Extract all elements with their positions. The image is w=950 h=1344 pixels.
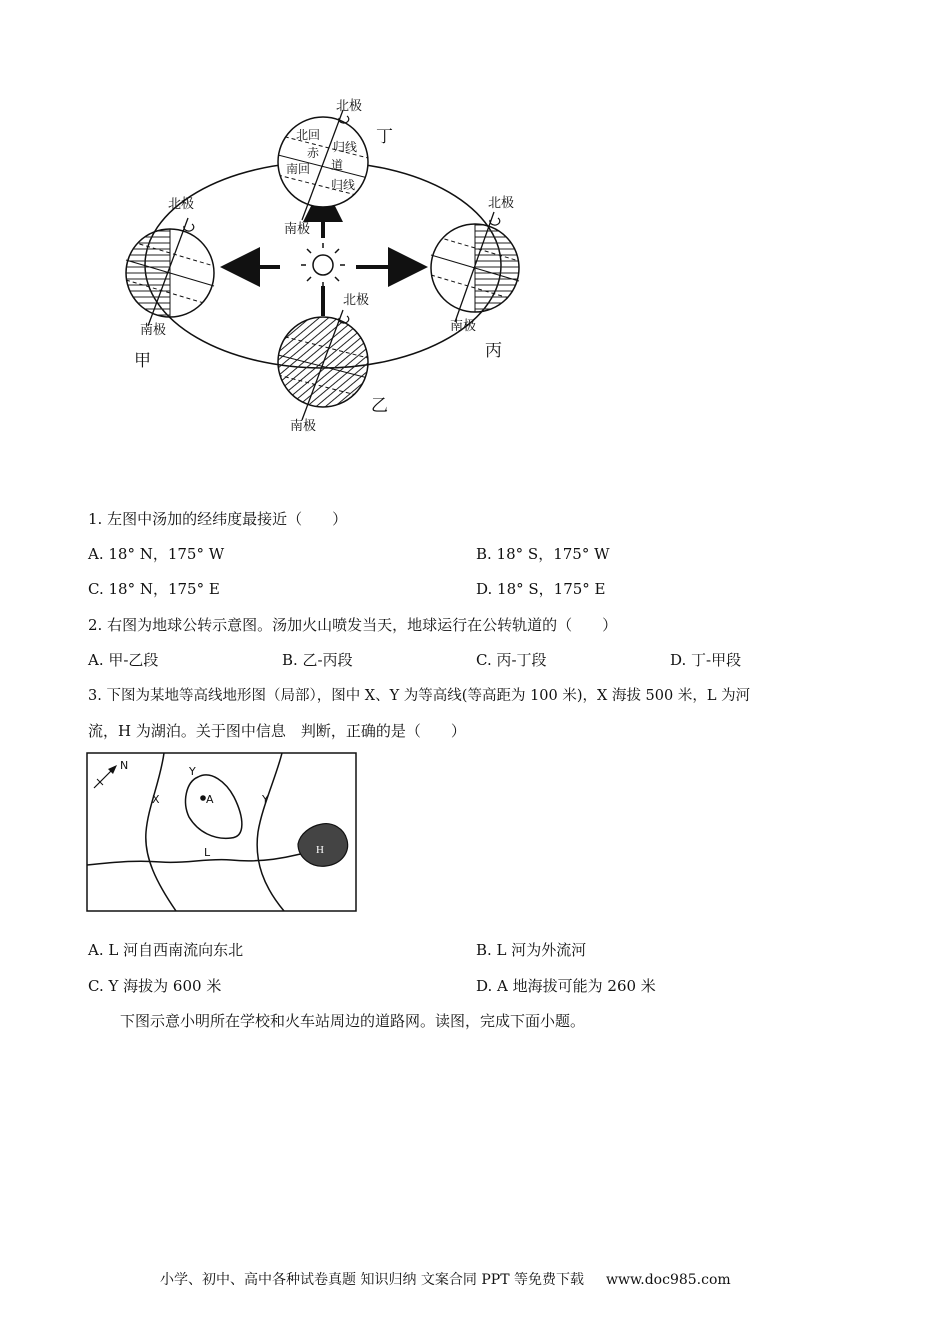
question-3-option-a[interactable]: A. L 河自西南流向东北 (88, 941, 244, 959)
contour-map (86, 752, 358, 914)
contour-label-x: X (152, 793, 160, 806)
earth-yi (278, 310, 368, 420)
next-group-intro: 下图示意小明所在学校和火车站周边的道路网。读图，完成下面小题。 (120, 1012, 586, 1030)
earth-bing (431, 212, 519, 322)
north-pole-label-ding: 北极 (336, 99, 363, 114)
south-pole-label-jia: 南极 (140, 323, 167, 338)
north-pole-label-bing: 北极 (488, 196, 515, 211)
question-2-option-a[interactable]: A. 甲-乙段 (88, 651, 159, 669)
page-footer (160, 1269, 731, 1289)
north-pole-label-yi: 北极 (343, 293, 370, 308)
earth-ding (278, 110, 368, 220)
question-1-option-c[interactable]: C. 18° N，175° E (88, 580, 220, 598)
south-pole-label-ding: 南极 (284, 222, 311, 237)
question-3-option-b[interactable]: B. L 河为外流河 (476, 941, 587, 959)
contour-label-y-right: Y (262, 793, 269, 806)
question-2-option-d[interactable]: D. 丁-甲段 (670, 651, 742, 669)
equator-label-2: 道 (331, 158, 344, 172)
contour-label-y-closed: Y (189, 765, 196, 778)
earth-jia (126, 218, 214, 326)
sun-icon (301, 243, 345, 287)
question-3-stem-line-2: 流，H 为湖泊。关于图中信息 判断，正确的是（ ） (88, 722, 466, 740)
footer-text: 小学、初中、高中各种试卷真题 知识归纳 文案合同 PPT 等免费下载 (160, 1272, 584, 1288)
point-a-marker (200, 795, 206, 801)
question-3-option-d[interactable]: D. A 地海拔可能为 260 米 (476, 977, 656, 995)
equator-label-1: 赤 (307, 146, 320, 160)
south-pole-label-bing: 南极 (450, 319, 477, 334)
tropic-cancer-label-2: 归线 (333, 140, 358, 154)
point-a-label: A (206, 793, 214, 806)
tropic-capricorn-label-1: 南回 (286, 162, 311, 176)
question-2-stem: 2. 右图为地球公转示意图。汤加火山喷发当天，地球运行在公转轨道的（ ） (88, 616, 618, 634)
north-label: N (120, 759, 129, 772)
question-1-option-a[interactable]: A. 18° N，175° W (88, 545, 225, 563)
question-3-option-c[interactable]: C. Y 海拔为 600 米 (88, 977, 222, 995)
question-3-stem-line-1: 3. 下图为某地等高线地形图（局部），图中 X、Y 为等高线(等高距为 100 米)，X 海拔 500 米，L 为河 (88, 688, 751, 704)
question-2-option-b[interactable]: B. 乙-丙段 (282, 651, 353, 669)
position-label-ding: 丁 (376, 127, 393, 147)
question-1-stem: 1. 左图中汤加的经纬度最接近（ ） (88, 510, 348, 528)
question-2-option-c[interactable]: C. 丙-丁段 (476, 651, 547, 669)
earth-revolution-diagram (110, 90, 550, 440)
position-label-yi: 乙 (371, 396, 388, 416)
question-1-option-d[interactable]: D. 18° S，175° E (476, 580, 606, 598)
footer-url[interactable]: www.doc985.com (605, 1272, 731, 1288)
tropic-capricorn-label-2: 归线 (331, 178, 356, 192)
position-label-jia: 甲 (134, 351, 151, 371)
position-label-bing: 丙 (485, 341, 502, 361)
south-pole-label-yi: 南极 (290, 419, 317, 434)
north-pole-label-jia: 北极 (168, 197, 195, 212)
tropic-cancer-label-1: 北回 (296, 128, 321, 142)
lake-label-h: H (316, 844, 324, 856)
river-label-l: L (204, 846, 211, 859)
question-1-option-b[interactable]: B. 18° S，175° W (476, 545, 610, 563)
